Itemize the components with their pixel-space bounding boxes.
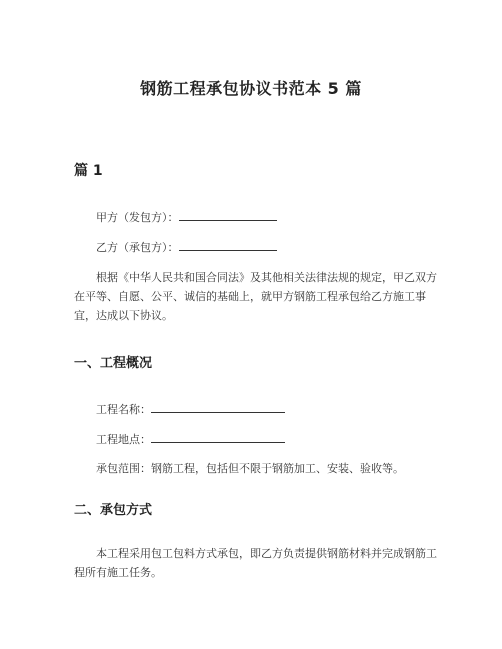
party-b-line: [74, 238, 444, 257]
party-a-blank: [179, 208, 277, 221]
section-heading-method: 二、承包方式: [74, 503, 153, 518]
scope-paragraph: 承包范围：钢筋工程，包括但不限于钢筋加工、安装、验收等。: [96, 462, 404, 475]
project-location-label: 工程地点：: [96, 433, 151, 446]
party-b-blank: [179, 238, 277, 251]
project-location-line: [74, 430, 444, 449]
party-a-label: 甲方（发包方）：: [96, 211, 179, 224]
intro-paragraph: 根据《中华人民共和国合同法》及其他相关法律法规的规定，甲乙双方在平等、自愿、公平、诚信的基础上，就甲方钢筋工程承包给乙方施工事宜，达成以下协议。: [74, 271, 437, 322]
section-heading-1: 篇 1: [74, 163, 103, 179]
project-name-label: 工程名称：: [96, 403, 151, 416]
project-name-blank: [151, 400, 285, 413]
section-heading-overview: 一、工程概况: [74, 356, 153, 371]
project-location-blank: [151, 430, 285, 443]
method-paragraph: 本工程采用包工包料方式承包，即乙方负责提供钢筋材料并完成钢筋工程所有施工任务。: [74, 547, 437, 579]
document-title: 钢筋工程承包协议书范本 5 篇: [140, 79, 362, 98]
project-name-line: [74, 400, 444, 419]
party-a-line: [74, 208, 444, 227]
party-b-label: 乙方（承包方）：: [96, 241, 179, 254]
